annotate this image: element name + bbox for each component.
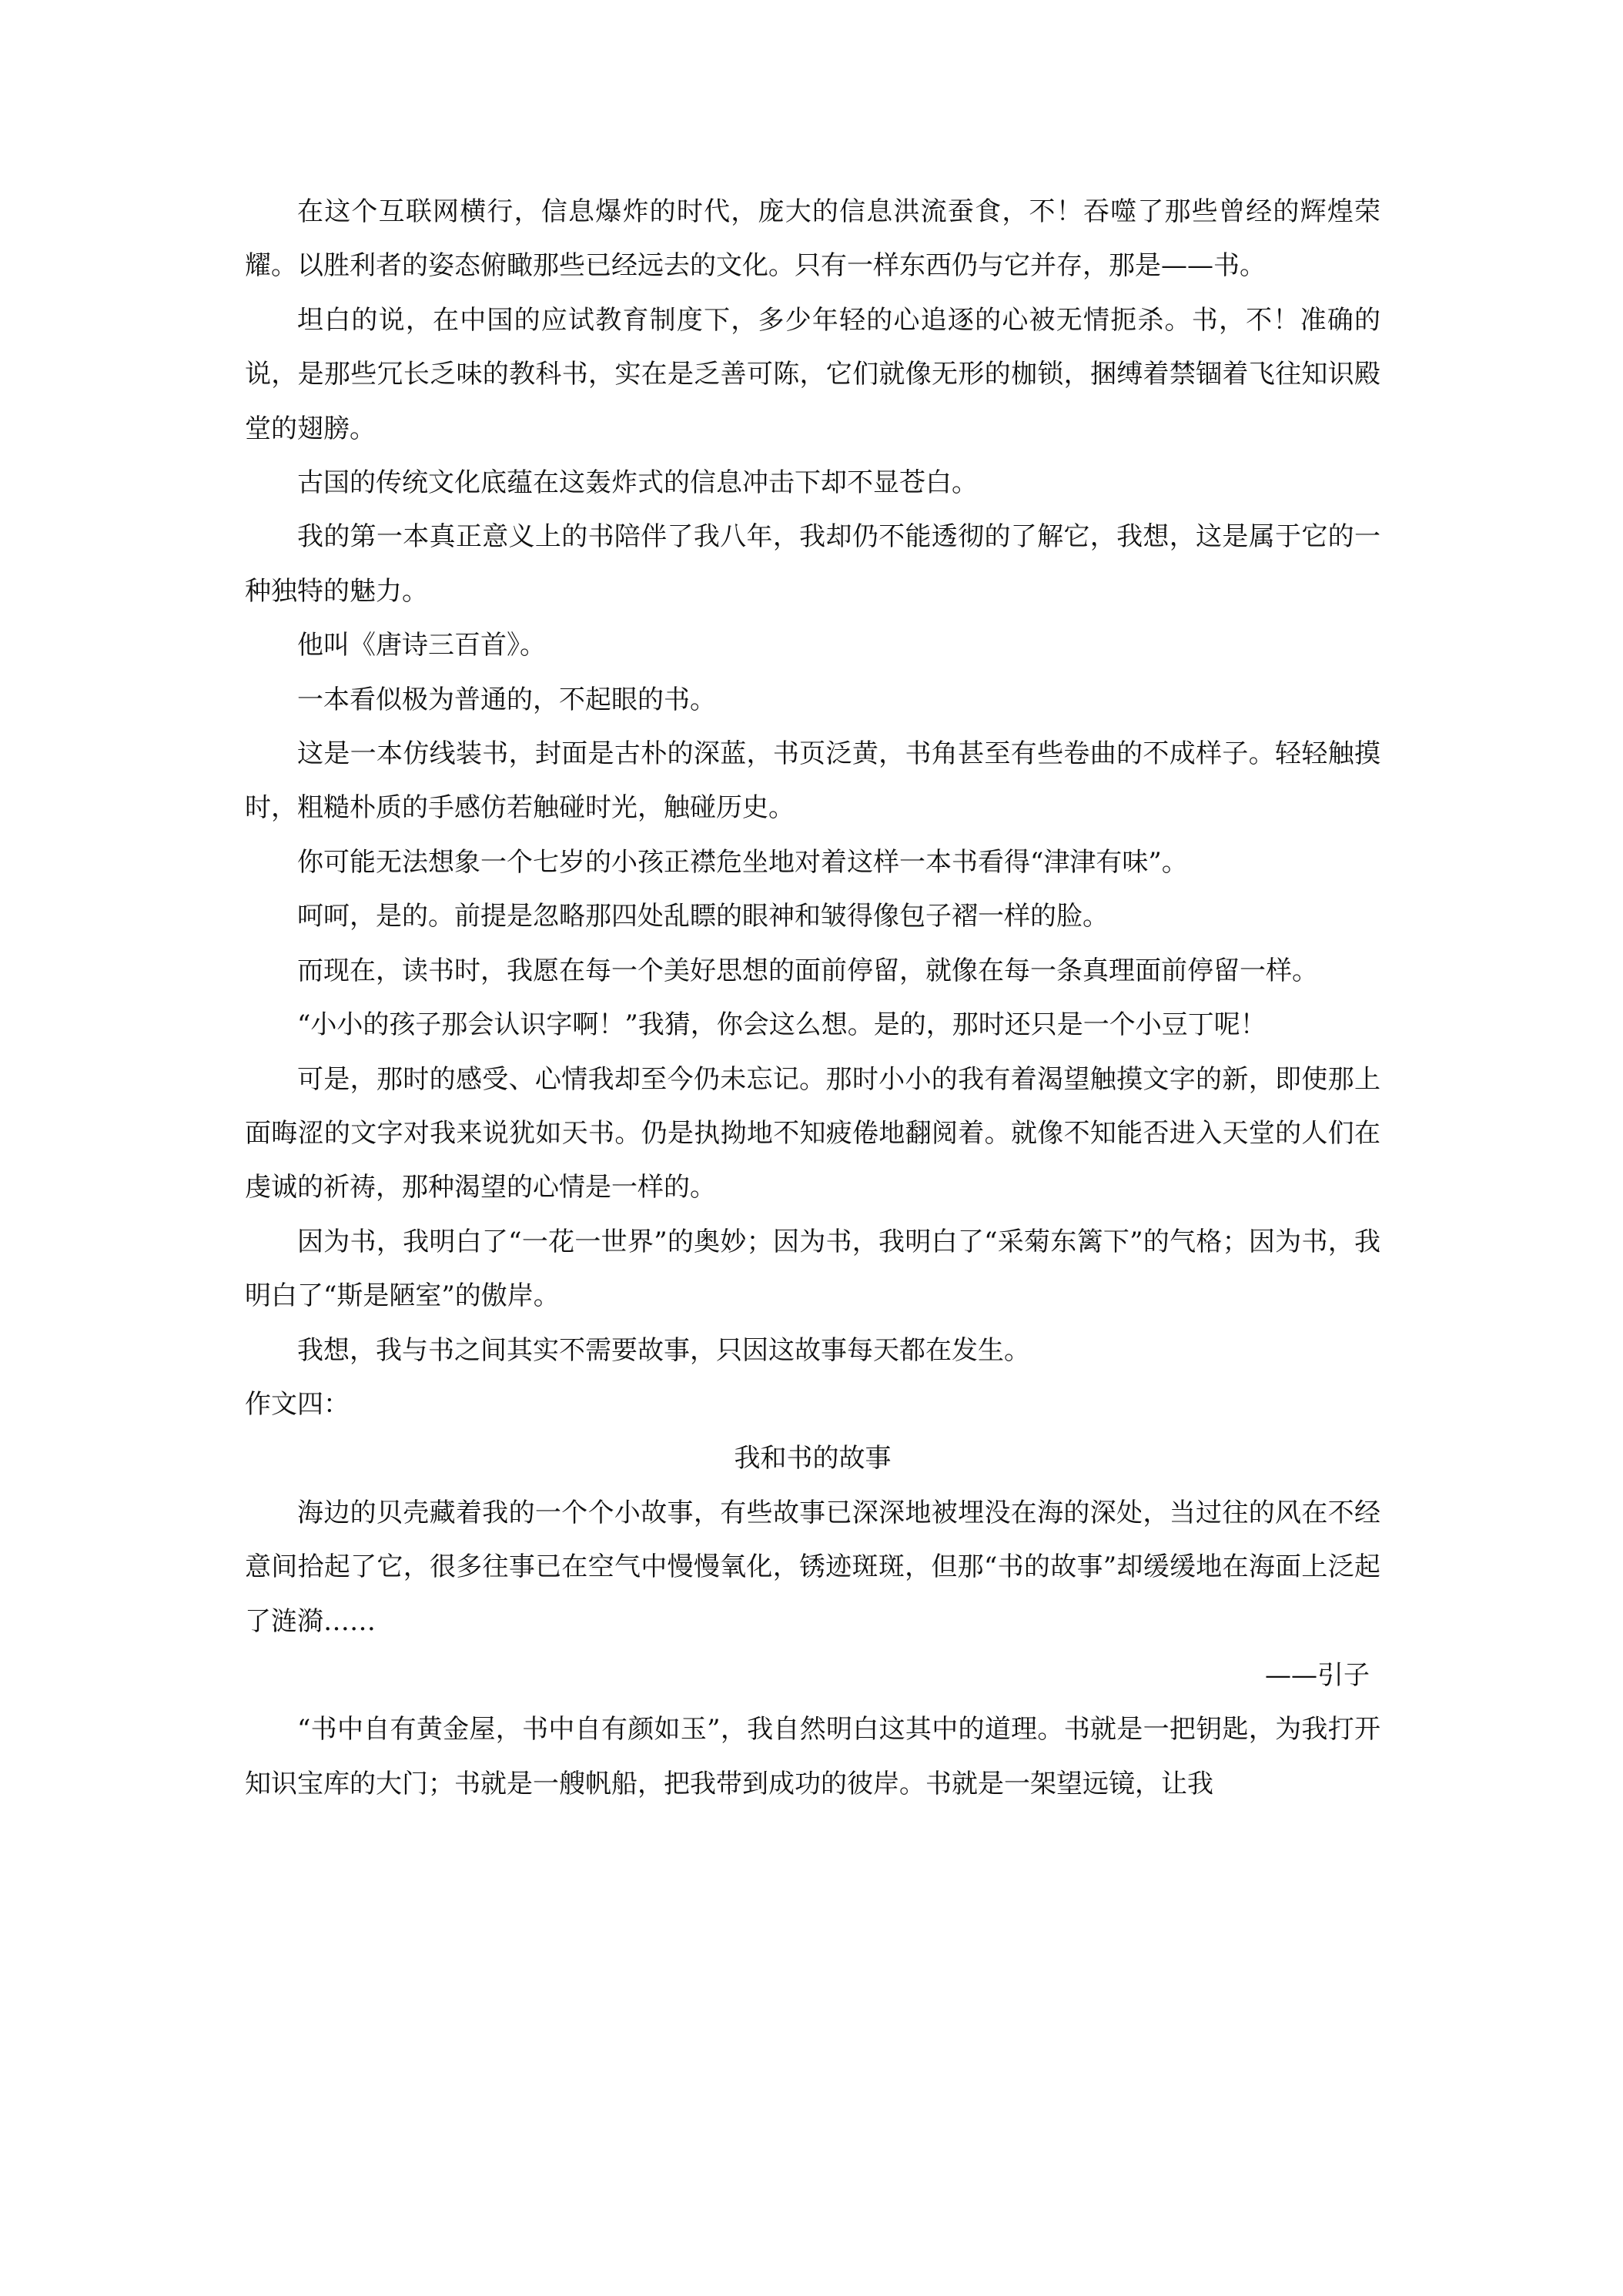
paragraph: 我的第一本真正意义上的书陪伴了我八年，我却仍不能透彻的了解它，我想，这是属于它的一种独特的魅力。 — [245, 521, 1380, 607]
paragraph: 我想，我与书之间其实不需要故事，只因这故事每天都在发生。 — [297, 1334, 1030, 1366]
paragraph: 在这个互联网横行，信息爆炸的时代，庞大的信息洪流蚕食，不！吞噬了那些曾经的辉煌荣耀。以胜利者的姿态俯瞰那些已经远去的文化。只有一样东西仍与它并存，那是——书。 — [245, 196, 1380, 282]
essay-title: 我和书的故事 — [734, 1443, 892, 1474]
paragraph: 因为书，我明白了“一花一世界”的奥妙；因为书，我明白了“采菊东篱下”的气格；因为书，我明白了“斯是陋室”的傲岸。 — [245, 1226, 1380, 1312]
paragraph: 呵呵，是的。前提是忽略那四处乱瞟的眼神和皱得像包子褶一样的脸。 — [297, 901, 1109, 932]
paragraph: 坦白的说，在中国的应试教育制度下，多少年轻的心追逐的心被无情扼杀。书，不！准确的说，是那些冗长乏味的教科书，实在是乏善可陈，它们就像无形的枷锁，捆缚着禁锢着飞往知识殿堂的翅膀。 — [245, 304, 1380, 444]
paragraph: 他叫《唐诗三百首》。 — [297, 630, 546, 661]
document-page — [245, 185, 1380, 1811]
final-paragraph: “书中自有黄金屋，书中自有颜如玉”，我自然明白这其中的道理。书就是一把钥匙，为我打开知识宝库的大门；书就是一艘帆船，把我带到成功的彼岸。书就是一架望远镜，让我 — [245, 1714, 1380, 1799]
attribution: ——引子 — [1265, 1659, 1370, 1691]
essay-label: 作文四： — [245, 1388, 350, 1420]
intro-paragraph: 海边的贝壳藏着我的一个个小故事，有些故事已深深地被埋没在海的深处，当过往的风在不经意间拾起了它，很多往事已在空气中慢慢氧化，锈迹斑斑，但那“书的故事”却缓缓地在海面上泛起了涟漪…… — [245, 1497, 1380, 1637]
paragraph: 你可能无法想象一个七岁的小孩正襟危坐地对着这样一本书看得“津津有味”。 — [297, 846, 1188, 878]
paragraph: “小小的孩子那会认识字啊！”我猜，你会这么想。是的，那时还只是一个小豆丁呢！ — [297, 1009, 1267, 1041]
paragraph: 这是一本仿线装书，封面是古朴的深蓝，书页泛黄，书角甚至有些卷曲的不成样子。轻轻触摸时，粗糙朴质的手感仿若触碰时光，触碰历史。 — [245, 738, 1380, 824]
paragraph: 可是，那时的感受、心情我却至今仍未忘记。那时小小的我有着渴望触摸文字的新，即使那上面晦涩的文字对我来说犹如天书。仍是执拗地不知疲倦地翻阅着。就像不知能否进入天堂的人们在虔诚的祈祷，那种渴望的心情是一样的。 — [245, 1063, 1380, 1203]
paragraph: 一本看似极为普通的，不起眼的书。 — [297, 684, 716, 715]
paragraph: 而现在，读书时，我愿在每一个美好思想的面前停留，就像在每一条真理面前停留一样。 — [297, 955, 1318, 986]
paragraph: 古国的传统文化底蕴在这轰炸式的信息冲击下却不显苍白。 — [297, 467, 978, 499]
